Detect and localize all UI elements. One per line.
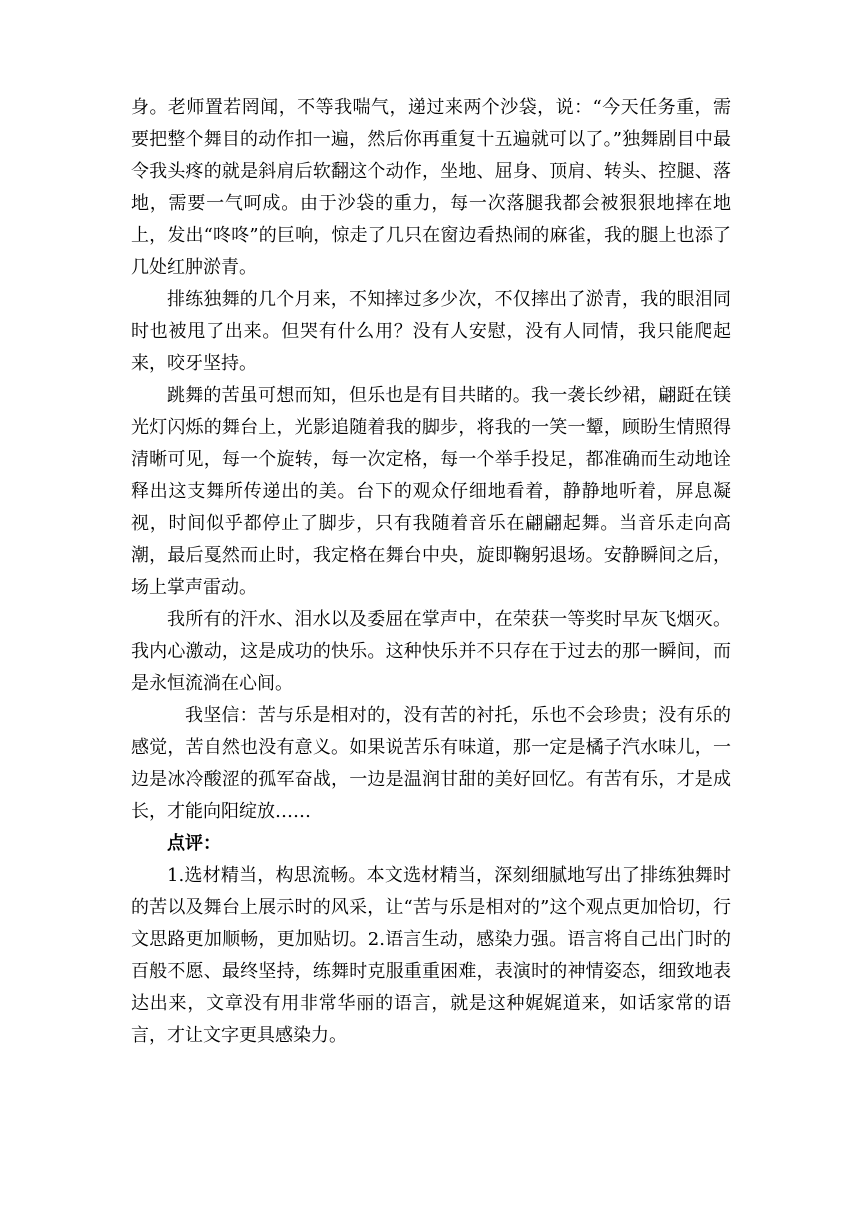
paragraph-continuation: 身。老师置若罔闻，不等我喘气，递过来两个沙袋，说：“今天任务重，需要把整个舞目的动作扣一遍，然后你再重复十五遍就可以了。”独舞剧目中最令我头疼的就是斜肩后软翻这个动作，坐地、屈身、顶肩、转头、控腿、落地，需要一气呵成。由于沙袋的重力，每一次落腿我都会被狠狠地摔在地上，发出“咚咚”的巨响，惊走了几只在窗边看热闹的麻雀，我的腿上也添了几处红肿淤青。 — [131, 97, 731, 278]
paragraph-conclusion: 我坚信：苦与乐是相对的，没有苦的衬托，乐也不会珍贵；没有乐的感觉，苦自然也没有意义。如果说苦乐有味道，那一定是橘子汽水味儿，一边是冰冷酸涩的孤军奋战，一边是温润甘甜的美好回忆。有苦有乐，才是成长，才能向阳绽放…… — [131, 705, 731, 822]
paragraph-performance: 跳舞的苦虽可想而知，但乐也是有目共睹的。我一袭长纱裙，翩跹在镁光灯闪烁的舞台上，光影追随着我的脚步，将我的一笑一颦，顾盼生情照得清晰可见，每一个旋转，每一次定格，每一个举手投足，都准确而生动地诠释出这支舞所传递出的美。台下的观众仔细地看着，静静地听着，屏息凝视，时间似乎都停止了脚步，只有我随着音乐在翩翩起舞。当音乐走向高潮，最后戛然而止时，我定格在舞台中央，旋即鞠躬退场。安静瞬间之后，场上掌声雷动。 — [131, 385, 731, 598]
document-page — [131, 92, 731, 1052]
review-heading: 点评： — [167, 833, 221, 854]
paragraph-joy: 我所有的汗水、泪水以及委屈在掌声中，在荣获一等奖时早灰飞烟灭。我内心激动，这是成功的快乐。这种快乐并不只存在于过去的那一瞬间，而是永恒流淌在心间。 — [131, 609, 731, 694]
review-text: 1.选材精当，构思流畅。本文选材精当，深刻细腻地写出了排练独舞时的苦以及舞台上展示时的风采，让“苦与乐是相对的”这个观点更加恰切，行文思路更加顺畅，更加贴切。2.语言生动，感染力强。语言将自己出门时的百般不愿、最终坚持，练舞时克服重重困难，表演时的神情姿态，细致地表达出来，文章没有用非常华丽的语言，就是这种娓娓道来，如话家常的语言，才让文字更具感染力。 — [131, 865, 731, 1046]
paragraph-practice: 排练独舞的几个月来，不知摔过多少次，不仅摔出了淤青，我的眼泪同时也被甩了出来。但哭有什么用？没有人安慰，没有人同情，我只能爬起来，咬牙坚持。 — [131, 289, 731, 374]
